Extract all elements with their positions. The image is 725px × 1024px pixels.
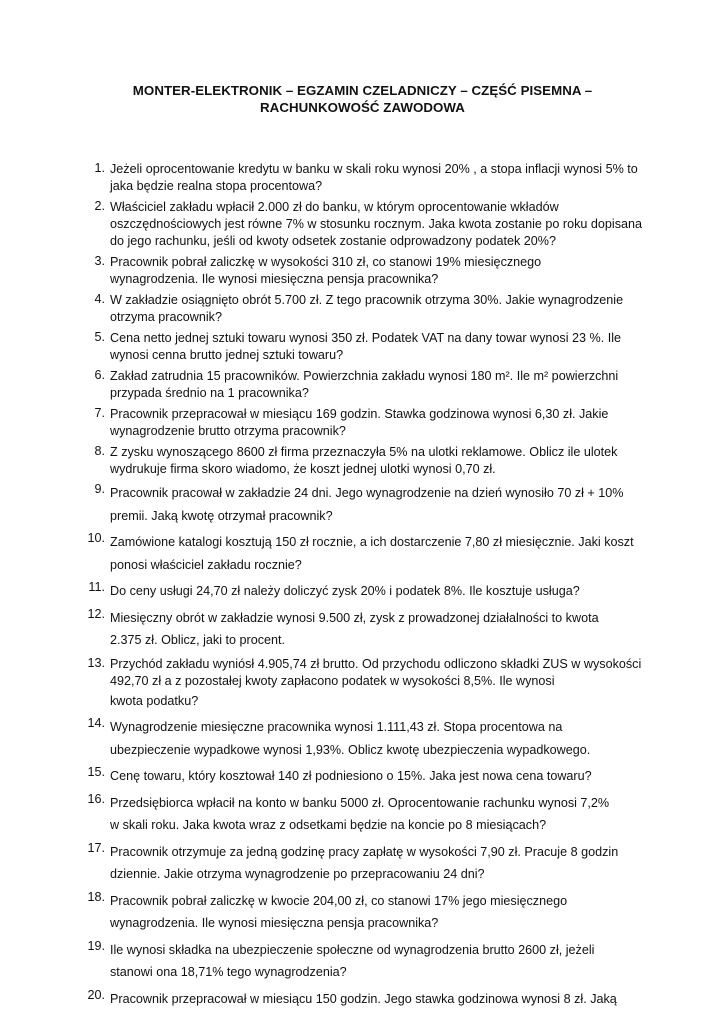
question-text: Pracownik przepracował w miesiącu 169 godzin. Stawka godzinowa wynosi 6,30 zł. Jakie [110,407,609,421]
question-text: Ile wynosi składka na ubezpieczenie społeczne od wynagrodzenia brutto 2600 zł, jeżeli [110,942,595,957]
list-item [92,330,633,364]
question-number: 15. [87,765,105,779]
question-number: 17. [87,840,105,855]
list-item [87,889,633,935]
question-text: Wynagrodzenie miesięczne pracownika wynosi 1.111,43 zł. Stopa procentowa na [110,720,563,734]
question-text: 492,70 zł a z pozostałej kwoty zapłacono podatek w wysokości 8,5%. Ile wynosi [110,673,555,688]
list-item [87,716,633,761]
list-item [87,840,633,886]
title-line: RACHUNKOWOŚĆ ZAWODOWA [260,100,465,115]
question-number: 13. [87,655,105,670]
question-text: jaka będzie realna stopa procentowa? [110,179,323,193]
question-list [87,161,642,1010]
question-number: 9. [94,482,105,496]
question-text: w skali roku. Jaka kwota wraz z odsetkami będzie na koncie po 8 miesiącach? [110,818,547,832]
list-item [87,791,633,837]
list-item [92,406,633,440]
question-text: Przedsiębiorca wpłacił na konto w banku 5000 zł. Oprocentowanie rachunku wynosi 7,2% [110,795,610,810]
question-number: 1. [94,161,105,175]
question-text: Cenę towaru, który kosztował 140 zł podniesiono o 15%. Jaka jest nowa cena towaru? [110,769,592,783]
question-text: Cena netto jednej sztuki towaru wynosi 350 zł. Podatek VAT na dany towar wynosi 23 %. Ile [110,331,622,345]
question-text: otrzyma pracownik? [110,310,222,324]
list-item [87,655,642,713]
question-text: Miesięczny obrót w zakładzie wynosi 9.500 zł, zysk z prowadzonej działalności to kwota [110,610,599,625]
question-number: 11. [88,580,105,594]
list-item [92,161,638,195]
question-text: wynosi cenna brutto jednej sztuki towaru? [110,348,344,362]
question-text: Z zysku wynoszącego 8600 zł firma przeznaczyła 5% na ulotki reklamowe. Oblicz ile ulotek [110,445,618,459]
list-item [87,987,633,1011]
list-item [92,482,633,527]
page-title [92,82,633,116]
question-text: wydrukuje firma skoro wiadomo, że koszt jednej ulotki wynosi 0,70 zł. [110,462,496,476]
question-text: ponosi właściciel zakładu rocznie? [110,557,302,572]
question-number: 6. [94,368,105,382]
question-number: 10. [87,531,105,545]
list-item [87,531,634,576]
list-item [88,580,633,603]
list-item [92,368,633,402]
question-number: 3. [94,254,105,268]
list-item [92,199,642,250]
question-number: 4. [94,292,105,306]
list-item [92,444,633,478]
question-text: Pracownik przepracował w miesiącu 150 godzin. Jego stawka godzinowa wynosi 8 zł. Jaką [110,991,617,1006]
question-text: premii. Jaką kwotę otrzymał pracownik? [110,508,333,523]
question-number: 19. [87,938,105,953]
question-text: Pracownik pobrał zaliczkę w kwocie 204,00 zł, co stanowi 17% jego miesięcznego [110,893,568,908]
question-number: 12. [87,606,105,621]
question-text: Pracownik pobrał zaliczkę w wysokości 310 zł, co stanowi 19% miesięcznego [110,255,542,269]
question-number: 14. [87,716,105,730]
list-item [87,606,633,652]
question-number: 16. [87,791,105,806]
list-item [92,292,633,326]
question-text: Zakład zatrudnia 15 pracowników. Powierzchnia zakładu wynosi 180 m². Ile m² powierzchni [110,369,619,383]
question-text: Jeżeli oprocentowanie kredytu w banku w skali roku wynosi 20% , a stopa inflacji wynosi 5% to [110,162,638,176]
question-text: wynagrodzenia. Ile wynosi miesięczna pensja pracownika? [110,916,439,930]
question-text: W zakładzie osiągnięto obrót 5.700 zł. Z tego pracownik otrzyma 30%. Jakie wynagrodzenie [110,293,624,307]
question-number: 5. [94,330,105,344]
question-text: ubezpieczenie wypadkowe wynosi 1,93%. Oblicz kwotę ubezpieczenia wypadkowego. [110,742,591,757]
question-number: 7. [94,406,105,420]
question-text: do jego rachunku, jeśli od kwoty odsetek zostanie odprowadzony podatek 20%? [110,234,556,248]
question-text: dziennie. Jakie otrzyma wynagrodzenie po przepracowaniu 24 dni? [110,867,485,881]
question-text: przypada średnio na 1 pracownika? [110,386,309,400]
question-text: kwota podatku? [110,693,199,708]
question-text: 2.375 zł. Oblicz, jaki to procent. [110,633,285,647]
question-text: Właściciel zakładu wpłacił 2.000 zł do banku, w którym oprocentowanie wkładów [110,200,559,214]
question-text: Przychód zakładu wyniósł 4.905,74 zł brutto. Od przychodu odliczono składki ZUS w wysokości [110,656,642,671]
question-text: oszczędnościowych jest równe 7% w stosunku rocznym. Jaka kwota zostanie po roku dopisana [110,217,642,231]
question-number: 18. [87,889,105,904]
question-text: wynagrodzenia. Ile wynosi miesięczna pensja pracownika? [110,272,439,286]
list-item [92,254,633,288]
question-text: Zamówione katalogi kosztują 150 zł rocznie, a ich dostarczenie 7,80 zł miesięcznie. Jaki koszt [110,535,634,549]
question-text: stanowi ona 18,71% tego wynagrodzenia? [110,965,347,979]
question-text: Do ceny usługi 24,70 zł należy doliczyć zysk 20% i podatek 8%. Ile kosztuje usługa? [110,584,580,598]
list-item [87,938,633,984]
question-text: wynagrodzenie brutto otrzyma pracownik? [110,424,346,438]
question-number: 2. [94,199,105,213]
title-line: MONTER-ELEKTRONIK – EGZAMIN CZELADNICZY – CZĘŚĆ PISEMNA – [132,83,593,98]
question-number: 20. [87,987,105,1002]
question-text: Pracownik pracował w zakładzie 24 dni. Jego wynagrodzenie na dzień wynosiło 70 zł + 10% [110,486,624,500]
question-number: 8. [94,444,105,458]
list-item [87,765,633,788]
question-text: Pracownik otrzymuje za jedną godzinę pracy zapłatę w wysokości 7,90 zł. Pracuje 8 godzin [110,844,619,859]
